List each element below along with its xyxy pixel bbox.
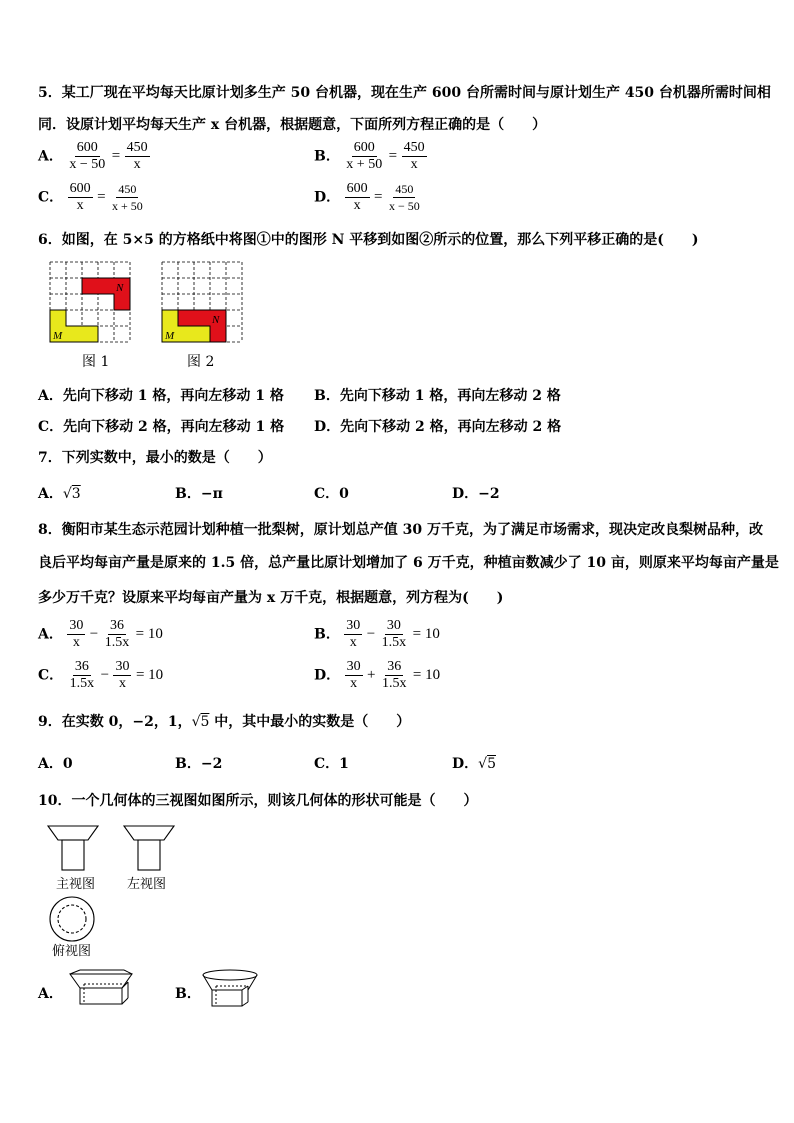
- fig1-caption: 图 1: [82, 354, 110, 370]
- denominator: x: [133, 157, 141, 172]
- grid-figure-2: [162, 262, 242, 342]
- equals-sign: =: [388, 148, 398, 164]
- numerator: 30: [69, 618, 84, 633]
- option-label: A．: [38, 486, 63, 502]
- denominator: x: [410, 157, 418, 172]
- q8-stem-line2: 良后平均每亩产量是原来的 1.5 倍，总产量比原计划增加了 6 万千克，种植亩数减少了 10 亩，则原来平均每亩产量是: [38, 555, 779, 571]
- denominator: 1.5x: [104, 635, 130, 650]
- denominator: 1.5x: [69, 676, 95, 691]
- q10-stem: 10．一个几何体的三视图如图所示，则该几何体的形状可能是（ ）: [38, 793, 478, 809]
- equals-sign: =: [374, 189, 383, 205]
- radicand: 3: [71, 486, 81, 502]
- q5-option-a[interactable]: [38, 140, 150, 173]
- denominator: 1.5x: [381, 676, 407, 691]
- rhs: = 10: [135, 667, 164, 683]
- numerator: 450: [126, 140, 148, 155]
- denominator: x: [349, 635, 357, 650]
- q6-option-d[interactable]: D．先向下移动 2 格，再向左移动 2 格: [314, 419, 562, 435]
- denominator: x + 50: [346, 157, 383, 172]
- denominator: x: [353, 198, 361, 213]
- numerator: 600: [69, 181, 91, 196]
- q6-option-c[interactable]: C．先向下移动 2 格，再向左移动 1 格: [38, 419, 285, 435]
- q6-stem: 6．如图，在 5×5 的方格纸中将图①中的图形 N 平移到如图②所示的位置，那么下列平移正确的是( ): [38, 232, 699, 248]
- q8-option-d[interactable]: [314, 659, 440, 692]
- equals-sign: =: [97, 189, 106, 205]
- sqrt-symbol: √: [478, 756, 488, 772]
- operator: −: [366, 626, 376, 642]
- q7-option-c[interactable]: C．0: [314, 486, 349, 502]
- label-n-fig2: N: [212, 314, 220, 326]
- left-view-drawing: [124, 826, 174, 870]
- denominator: x: [76, 198, 84, 213]
- q6-figures: [48, 260, 248, 372]
- option-label: B．: [314, 148, 340, 165]
- q10-option-b[interactable]: [175, 983, 201, 1003]
- denominator: x: [72, 635, 80, 650]
- option-label: D．: [314, 667, 341, 684]
- q10-option-b-figure: [200, 968, 260, 1012]
- radicand: 5: [487, 756, 496, 772]
- numerator: 30: [115, 659, 130, 674]
- grid-figure-1: [50, 262, 130, 342]
- numerator: 30: [386, 618, 401, 633]
- q6-option-a[interactable]: A．先向下移动 1 格，再向左移动 1 格: [38, 388, 284, 404]
- fig2-caption: 图 2: [187, 354, 215, 370]
- q9-stem-pre: 9．在实数 0，−2，1，: [38, 714, 192, 730]
- q8-stem-line3: 多少万千克？设原来平均每亩产量为 x 万千克，根据题意，列方程为( ): [38, 590, 504, 606]
- numerator: 450: [395, 182, 414, 196]
- front-view-drawing: [48, 826, 98, 870]
- denominator: x: [350, 676, 358, 691]
- q7-stem: 7．下列实数中，最小的数是（ ）: [38, 450, 272, 466]
- q5-option-d[interactable]: [314, 181, 422, 214]
- option-label: A．: [38, 626, 63, 643]
- q8-option-c[interactable]: [38, 659, 163, 692]
- q6-option-b[interactable]: B．先向下移动 1 格，再向左移动 2 格: [314, 388, 561, 404]
- q7-option-a[interactable]: [38, 483, 81, 503]
- q10-option-a-figure: [66, 968, 136, 1008]
- option-label: D．: [452, 756, 479, 772]
- label-m-fig2: M: [165, 330, 175, 342]
- option-label: B．: [175, 986, 201, 1002]
- rhs: = 10: [412, 626, 440, 642]
- q9-stem-post: 中，其中最小的实数是（ ）: [209, 714, 411, 730]
- operator: −: [89, 626, 99, 642]
- label-m-fig1: M: [53, 330, 63, 342]
- q8-option-b[interactable]: [314, 618, 440, 651]
- denominator: x − 50: [69, 157, 106, 172]
- numerator: 36: [387, 659, 402, 674]
- option-label: C．: [38, 189, 64, 206]
- operator: −: [100, 667, 110, 683]
- option-label: A．: [38, 148, 63, 165]
- numerator: 600: [346, 181, 368, 196]
- denominator: x − 50: [388, 199, 420, 213]
- q9-option-d[interactable]: [452, 753, 496, 773]
- option-label: B．: [314, 626, 340, 643]
- denominator: x + 50: [111, 199, 143, 213]
- q5-stem-line1: 5．某工厂现在平均每天比原计划多生产 50 台机器，现在生产 600 台所需时间与原计划生产 450 台机器所需时间相: [38, 85, 771, 101]
- numerator: 30: [346, 618, 361, 633]
- q8-stem-line1: 8．衡阳市某生态示范园计划种植一批梨树，原计划总产值 30 万千克，为了满足市场需求，现决定改良梨树品种，改: [38, 522, 763, 538]
- numerator: 36: [74, 659, 89, 674]
- option-label: D．: [314, 189, 341, 206]
- operator: +: [367, 667, 376, 683]
- q9-option-a[interactable]: A．0: [38, 756, 73, 772]
- label-n-fig1: N: [116, 282, 124, 294]
- sqrt-symbol: √: [191, 714, 201, 730]
- rhs: = 10: [135, 626, 163, 642]
- q8-option-a[interactable]: [38, 618, 163, 651]
- radicand: 5: [200, 714, 210, 730]
- q7-option-d[interactable]: D．−2: [452, 486, 500, 502]
- denominator: 1.5x: [381, 635, 407, 650]
- rhs: = 10: [412, 667, 441, 683]
- top-view-drawing: [50, 897, 94, 941]
- q10-option-a[interactable]: [38, 983, 63, 1003]
- denominator: x: [118, 676, 126, 691]
- q9-stem: [38, 711, 410, 731]
- top-view-caption: 俯视图: [52, 943, 92, 958]
- numerator: 36: [109, 618, 124, 633]
- left-view-caption: 左视图: [127, 876, 167, 891]
- q7-option-b[interactable]: B．−π: [175, 486, 223, 502]
- option-label: C．: [38, 667, 64, 684]
- numerator: 450: [118, 182, 137, 196]
- q9-option-c[interactable]: C．1: [314, 756, 349, 772]
- equals-sign: =: [111, 148, 121, 164]
- numerator: 450: [403, 140, 425, 155]
- front-view-caption: 主视图: [56, 876, 96, 891]
- q5-stem-line2: 同．设原计划平均每天生产 x 台机器，根据题意，下面所列方程正确的是（ ）: [38, 117, 547, 133]
- option-label: A．: [38, 986, 63, 1002]
- sqrt-symbol: √: [62, 486, 72, 502]
- numerator: 30: [346, 659, 361, 674]
- q5-option-c[interactable]: [38, 181, 145, 214]
- q5-option-b[interactable]: [314, 140, 427, 173]
- numerator: 600: [76, 140, 98, 155]
- numerator: 600: [353, 140, 375, 155]
- q9-option-b[interactable]: B．−2: [175, 756, 223, 772]
